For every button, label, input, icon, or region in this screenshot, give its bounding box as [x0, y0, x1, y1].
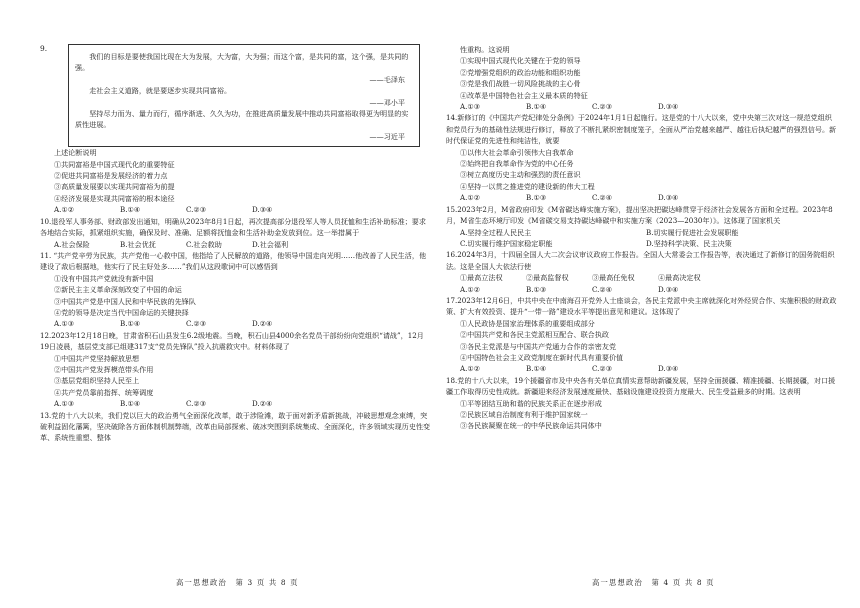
question-17-stem: 17.2023年12月6日，中共中央在中南海召开党外人士座谈会，各民主党派中央主席就深化对外经贸合作、实施积极的财政政策、扩大有效投资、提升“一带一路”建设水平等提出意见和建议。这体现了	[446, 295, 837, 317]
question-9-stem: 上述论断说明	[54, 148, 97, 158]
question-9-answers	[40, 204, 432, 215]
answer-a[interactable]: A.①③	[460, 102, 481, 112]
quote-xi: 坚持尽力而为、量力而行，循序渐进、久久为功，在推进高质量发展中推动共同富裕取得更为明显的实质性进展。	[75, 109, 409, 130]
answer-d[interactable]: D.③④	[252, 205, 273, 215]
answer-b[interactable]: B.切实履行促进社会发展职能	[646, 227, 739, 237]
question-11-option-2: ②新民主主义革命深刻改变了中国的命运	[54, 285, 182, 295]
question-17-option-1: ①人民政协是国家治理体系的重要组成部分	[460, 318, 595, 328]
question-18-stem: 18.党的十八大以来，19个援疆省市及中央各有关单位真情实意帮助新疆发展，坚持全面援疆、精准援疆、长期援疆，对口援疆工作取得历史性成就。新疆迎来经济发展速度最快、基础设施建设投资力度最大、民生受益最多的时期。这表明	[446, 375, 836, 397]
question-16-option-4: ④最高决定权	[658, 273, 701, 283]
answer-c[interactable]: C.切实履行维护国家稳定职能	[460, 238, 553, 248]
answer-d[interactable]: D.③④	[658, 284, 679, 294]
question-11-stem: 11. “共产党辛劳为民族，共产党他一心救中国，他指给了人民解放的道路，他领导中国走向光明……他改善了人民生活，他建设了敌后根据地，他实行了民主好处多……”我们从这段歌词中可以感悟到	[40, 250, 427, 272]
question-14-option-3: ③树立高度历史主动和强烈的责任意识	[460, 170, 581, 180]
question-18-option-3: ③各民族凝聚在统一的中华民族命运共同体中	[460, 421, 602, 431]
answer-d[interactable]: D.社会福利	[252, 239, 289, 249]
question-13-option-2: ②党增强党组织的政治功能和组织功能	[460, 67, 581, 77]
question-16-option-1: ①最高立法权	[460, 273, 503, 283]
answer-b[interactable]: B.①④	[120, 319, 141, 329]
quote-deng: 走社会主义道路，就是要逐步实现共同富裕。	[89, 86, 232, 96]
question-14-option-2: ②始终把自我革命作为党的中心任务	[460, 159, 574, 169]
question-18-option-2: ②民族区域自治制度有利于维护国家统一	[460, 410, 588, 419]
answer-a[interactable]: A.①②	[460, 364, 481, 374]
answer-d[interactable]: D.坚持科学决策、民主决策	[646, 238, 732, 248]
left-column	[40, 44, 432, 444]
question-10-stem: 10.退役军人事务部、财政部发出通知，明确从2023年8月1日起，再次提高部分退役军人等人员抚恤和生活补助标准；要求各地结合实际，抓紧组织实施，确保及时、准确、足额将抚恤金和生活补助金发放到位。这一举措属于	[40, 216, 426, 238]
question-12-option-2: ②中国共产党发挥模范带头作用	[54, 364, 154, 374]
quote-mao: 我们的目标是要使我国比现在大为发展，大为富，大为强；而这个富，是共同的富，这个强，是共同的强。	[75, 52, 409, 73]
question-9-option-3: ③高质量发展要以实现共同富裕为前提	[54, 182, 175, 192]
answer-c[interactable]: C.②③	[592, 102, 613, 112]
question-11-answers	[40, 318, 432, 329]
answer-c[interactable]: C.②④	[592, 193, 613, 203]
question-17-option-3: ③各民主党派是与中国共产党通力合作的亲密友党	[460, 341, 617, 351]
question-15-answers-row-1	[446, 227, 838, 238]
question-16-option-3: ③最高任免权	[592, 273, 635, 283]
question-13-answers	[446, 101, 838, 112]
answer-b[interactable]: B.①④	[526, 364, 547, 374]
quote-mao-attribution: ——毛泽东	[369, 74, 405, 84]
question-14-stem: 14.新修订的《中国共产党纪律处分条例》于2024年1月1日起施行。这是党的十八大以来，党中央第三次对这一规范党组织和党员行为的基础性法规进行修订，释放了不断扎紧织密制度笼子，全面从严治党越来越严、越往后执纪越严的强烈信号。新时代保证党的先进性和纯洁性，就要	[446, 113, 837, 146]
answer-b[interactable]: B.社会优抚	[120, 239, 156, 249]
question-12-answers	[40, 398, 432, 409]
question-9-option-4: ④经济发展是实现共同富裕的根本途径	[54, 193, 175, 203]
question-15-answers-row-2	[446, 238, 838, 249]
question-16-stem: 16.2024年3月，十四届全国人大二次会议审议政府工作报告。全国人大常委会工作报告等，表决通过了新修订的国务院组织法。这是全国人大依法行使	[446, 250, 835, 271]
answer-c[interactable]: C.②③	[592, 364, 613, 374]
question-11-option-3: ③中国共产党是中国人民和中华民族的先锋队	[54, 296, 196, 306]
answer-b[interactable]: B.①④	[526, 102, 547, 112]
question-16-option-2: ②最高监督权	[526, 273, 569, 283]
answer-a[interactable]: A.①②	[54, 205, 75, 215]
answer-b[interactable]: B.①③	[526, 284, 547, 294]
question-9-number: 9.	[40, 44, 48, 53]
question-15-stem: 15.2023年2月，M省政府印发《M省碳达峰实施方案》，提出坚决把碳达峰贯穿于经济社会发展各方面和全过程。2023年8月，M省生态环境厅印发《M省碳交易支持碳达峰碳中和实施方案（2023—2030年）》。这体现了国家机关	[446, 204, 833, 226]
answer-a[interactable]: A.社会保险	[54, 239, 90, 249]
page-footer-right: 高一思想政治 第 4 页 共 8 页	[592, 578, 715, 587]
answer-b[interactable]: B.①④	[120, 205, 141, 215]
question-11-option-4: ④党的领导是决定当代中国命运的关键抉择	[54, 307, 189, 317]
question-13-option-3: ③党是我们战胜一切风险挑战的主心骨	[460, 79, 581, 89]
question-13-stem: 13.党的十八大以来，我们党以巨大的政治勇气全面深化改革，敢于涉险滩，敢于面对新矛盾新挑战，冲破思想观念束缚，突破利益固化藩篱，坚决破除各方面体制机制弊端，改革由局部探索、破冰突围到系统集成、全面深化，许多领域实现历史性变革、系统性重塑、整体	[40, 410, 431, 443]
question-18-option-1: ①平等团结互助和谐的民族关系正在逐步形成	[460, 398, 602, 408]
answer-c[interactable]: C.②③	[186, 205, 207, 215]
question-11-option-1: ①没有中国共产党就没有新中国	[54, 273, 154, 283]
question-12-stem: 12.2023年12月18日晚，甘肃省积石山县发生6.2级地震。当晚，积石山县4000余名党员干部纷纷向党组织“请战”，12月19日凌晨，基层党支部已组建317支“党员先锋队”投入抗震救灾中。材料体现了	[40, 330, 424, 352]
question-12-option-1: ①中国共产党坚持解放思想	[54, 353, 140, 363]
question-14-option-4: ④坚持一以贯之推进党的建设新的伟大工程	[460, 181, 595, 191]
question-13-continuation: 性重构。这说明	[460, 45, 510, 54]
question-16-answers	[446, 284, 838, 295]
question-12-option-3: ③基层党组织坚持人民至上	[54, 376, 140, 386]
answer-d[interactable]: D.②④	[252, 319, 273, 329]
answer-a[interactable]: A.①③	[54, 399, 75, 409]
answer-d[interactable]: D.③④	[658, 102, 679, 112]
question-9-option-1: ①共同富裕是中国式现代化的重要特征	[54, 159, 175, 169]
question-16-options	[446, 272, 838, 283]
answer-b[interactable]: B.①④	[120, 399, 141, 409]
answer-b[interactable]: B.①③	[526, 193, 547, 203]
quote-box	[68, 44, 420, 147]
question-17-option-4: ④中国特色社会主义政党制度在新时代具有重要价值	[460, 352, 624, 362]
answer-a[interactable]: A.坚持全过程人民民主	[460, 227, 532, 237]
page-footer-left: 高一思想政治 第 3 页 共 8 页	[176, 578, 299, 587]
question-12-option-4: ④共产党员靠前指挥、统筹调度	[54, 387, 154, 397]
answer-d[interactable]: D.②④	[252, 399, 273, 409]
answer-d[interactable]: D.③④	[658, 364, 679, 374]
answer-d[interactable]: D.③④	[658, 193, 679, 203]
right-column	[446, 44, 838, 432]
answer-a[interactable]: A.①③	[54, 319, 75, 329]
answer-a[interactable]: A.①②	[460, 284, 481, 294]
answer-c[interactable]: C.②③	[186, 399, 207, 409]
question-14-answers	[446, 192, 838, 203]
quote-deng-attribution: ——邓小平	[369, 97, 405, 107]
question-10-answers	[40, 239, 432, 250]
question-9-option-2: ②促进共同富裕是发展经济的着力点	[54, 171, 168, 181]
question-17-answers	[446, 363, 838, 374]
answer-c[interactable]: C.②④	[592, 284, 613, 294]
question-13-option-4: ④改革是中国特色社会主义最本质的特征	[460, 90, 588, 100]
quote-xi-attribution: ——习近平	[369, 131, 405, 141]
question-14-option-1: ①以伟大社会革命引领伟大自我革命	[460, 147, 574, 157]
answer-c[interactable]: C.②③	[186, 319, 207, 329]
answer-a[interactable]: A.①②	[460, 193, 481, 203]
answer-c[interactable]: C.社会救助	[186, 239, 222, 249]
question-17-option-2: ②中国共产党和各民主党派相互配合、联合执政	[460, 330, 609, 340]
question-13-option-1: ①实现中国式现代化关键在于党的领导	[460, 56, 581, 66]
